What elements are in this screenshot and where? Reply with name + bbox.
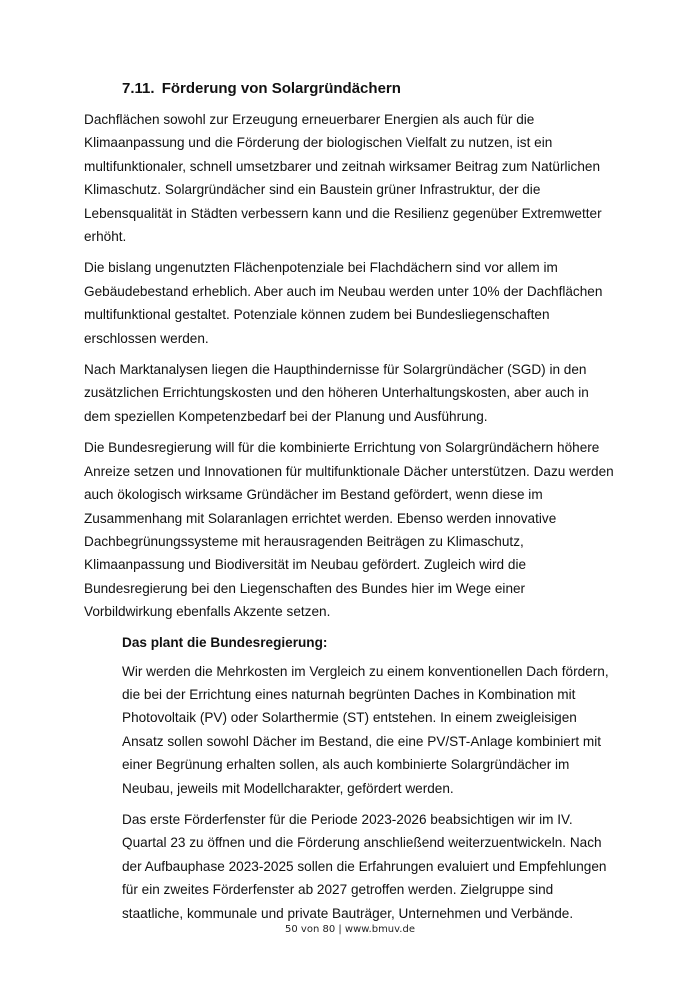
section-title: Förderung von Solargründächern (161, 80, 401, 97)
plan-paragraph-1: Wir werden die Mehrkosten im Vergleich zu einem konventionellen Dach fördern, die bei der Errichtung eines naturnah begrünten Daches in Kombination mit Photovoltaik (PV) oder Solarthermie (ST) entstehen. In einem zweigleisigen Ansatz sollen sowohl Dächer im Bestand, die eine PV/ST-Anlage kombiniert mit einer Begrünung erhalten sollen, als auch kombinierte Solargründächer im Neubau, jeweils mit Modellcharakter, gefördert werden. (122, 663, 609, 796)
paragraph-4: Die Bundesregierung will für die kombinierte Errichtung von Solargründächern höhere Anreize setzen und Innovationen für multifunktionale Dächer unterstützen. Dazu werden auch ökologisch wirksame Gründächer im Bestand gefördert, wenn diese im Zusammenhang mit Solaranlagen errichtet werden. Ebenso werden innovative Dachbegrünungssysteme mit herausragenden Beiträgen zu Klimaschutz, Klimaanpassung und Biodiversität im Neubau gefördert. Zugleich wird die Bundesregierung bei den Liegenschaften des Bundes hier im Wege einer Vorbildwirkung ebenfalls Akzente setzen. (84, 440, 614, 620)
document-page (84, 78, 614, 933)
plan-section (122, 632, 614, 925)
paragraph-3: Nach Marktanalysen liegen die Haupthindernisse für Solargründächer (SGD) in den zusätzlichen Errichtungskosten und den höheren Unterhaltungskosten, aber auch in dem speziellen Kompetenzbedarf bei der Planung und Ausführung. (84, 362, 589, 424)
section-heading (122, 78, 614, 100)
section-number: 7.11. (122, 80, 155, 97)
plan-paragraph-2: Das erste Förderfenster für die Periode 2023-2026 beabsichtigen wir im IV. Quartal 23 zu öffnen und die Förderung anschließend weiterzuentwickeln. Nach der Aufbauphase 2023-2025 sollen die Erfahrungen evaluiert und Empfehlungen für ein zweites Förderfenster ab 2027 getroffen werden. Zielgruppe sind staatliche, kommunale und private Bauträger, Unternehmen und Verbände. (122, 811, 607, 921)
page-footer: 50 von 80 | www.bmuv.de (285, 924, 415, 935)
paragraph-2: Die bislang ungenutzten Flächenpotenziale bei Flachdächern sind vor allem im Gebäudebestand erheblich. Aber auch im Neubau werden unter 10% der Dachflächen multifunktional gestaltet. Potenziale können zudem bei Bundesliegenschaften erschlossen werden. (84, 260, 603, 346)
plan-heading: Das plant die Bundesregierung: (122, 634, 328, 650)
paragraph-1: Dachflächen sowohl zur Erzeugung erneuerbarer Energien als auch für die Klimaanpassung und die Förderung der biologischen Vielfalt zu nutzen, ist ein multifunktionaler, schnell umsetzbarer und zeitnah wirksamer Beitrag zum Natürlichen Klimaschutz. Solargründächer sind ein Baustein grüner Infrastruktur, der die Lebensqualität in Städten verbessern kann und die Resilienz gegenüber Extremwetter erhöht. (84, 112, 602, 245)
